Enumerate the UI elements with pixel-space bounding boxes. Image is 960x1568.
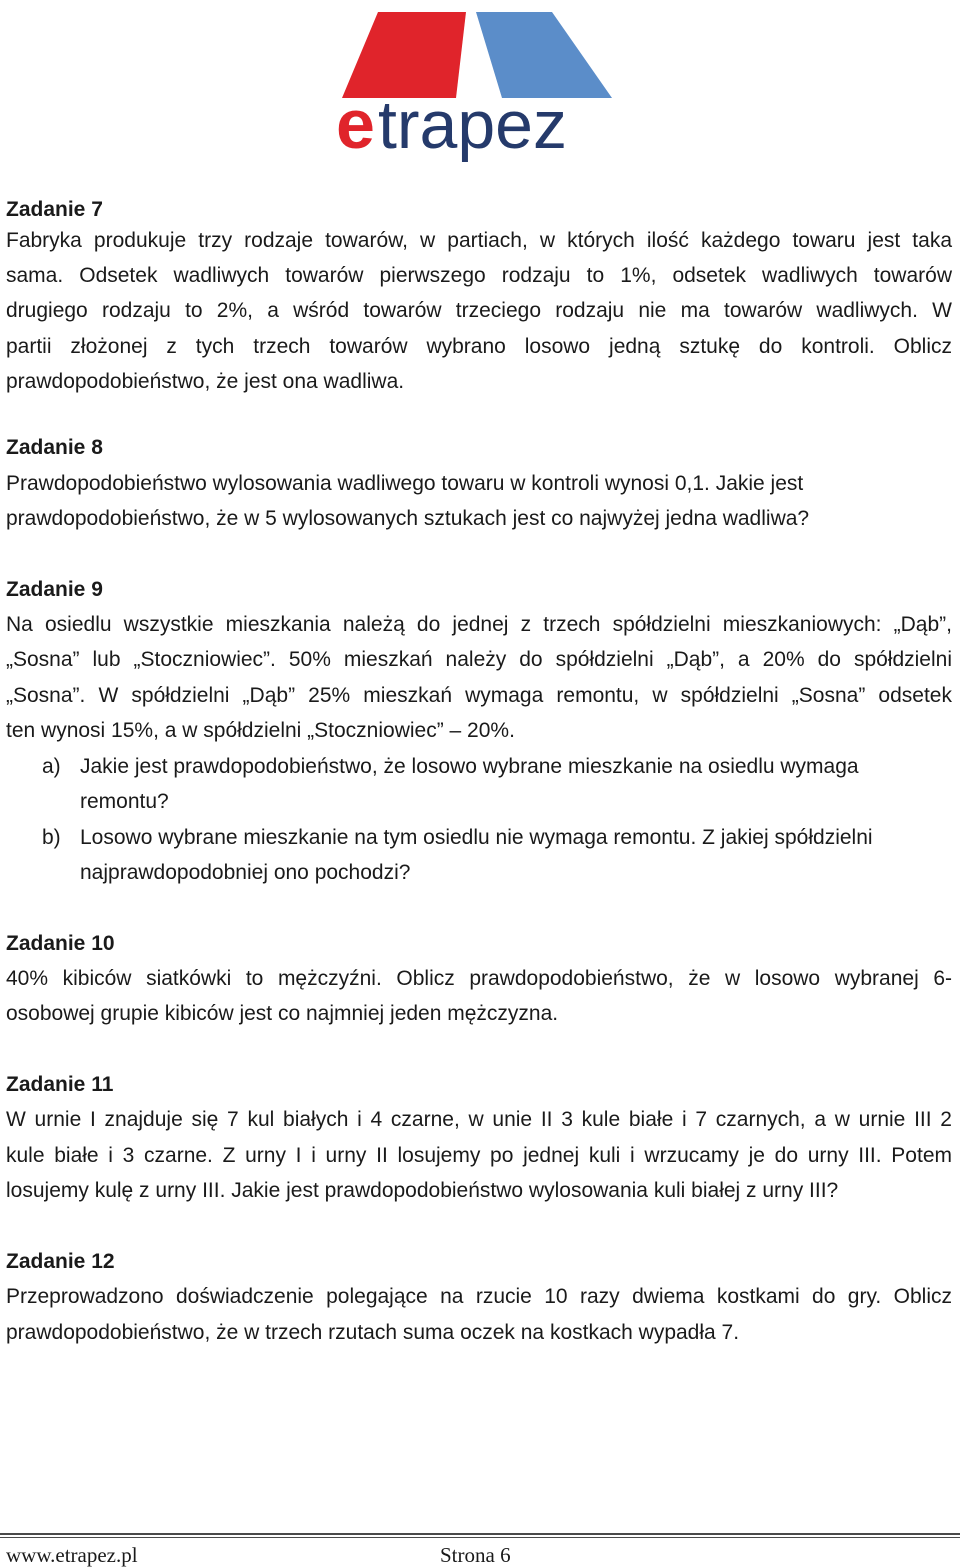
task-11-line-3: losujemy kulę z urny III. Jakie jest prawdopodobieństwo wylosowania kuli białej z urny III?: [6, 1179, 839, 1202]
task-9-item-a-marker: a): [42, 755, 61, 778]
task-9-line-4: ten wynosi 15%, a w spółdzielni „Stoczniowiec” – 20%.: [6, 719, 515, 742]
task-11-line-2: kule białe i 3 czarne. Z urny I i urny II losujemy po jednej kuli i wrzucamy je do urny III. Potem: [6, 1144, 952, 1167]
task-11-title: Zadanie 11: [6, 1073, 114, 1096]
footer-page-number: Strona 6: [440, 1543, 511, 1567]
task-7-title: Zadanie 7: [6, 198, 103, 221]
task-10-line-1: 40% kibiców siatkówki to mężczyźni. Oblicz prawdopodobieństwo, że w losowo wybranej 6-: [6, 967, 952, 990]
task-7-line-2: sama. Odsetek wadliwych towarów pierwszego rodzaju to 1%, odsetek wadliwych towarów: [6, 264, 952, 287]
task-9-item-b-line-2: najprawdopodobniej ono pochodzi?: [80, 861, 411, 884]
etrapez-logo: [334, 6, 630, 162]
footer-website: www.etrapez.pl: [6, 1543, 138, 1567]
task-12-line-2: prawdopodobieństwo, że w trzech rzutach suma oczek na kostkach wypadła 7.: [6, 1321, 740, 1344]
task-7-line-1: Fabryka produkuje trzy rodzaje towarów, w partiach, w których ilość każdego towaru jest taka: [6, 229, 952, 252]
task-8-title: Zadanie 8: [6, 436, 103, 459]
task-7-line-4: partii złożonej z tych trzech towarów wybrano losowo jedną sztukę do kontroli. Oblicz: [6, 335, 952, 358]
task-9-line-1: Na osiedlu wszystkie mieszkania należą do jednej z trzech spółdzielni mieszkaniowych: „Dąb”,: [6, 613, 952, 636]
task-9-item-a-line-2: remontu?: [80, 790, 169, 813]
logo-wordmark: trapez: [378, 87, 567, 162]
task-9-item-b-line-1: Losowo wybrane mieszkanie na tym osiedlu nie wymaga remontu. Z jakiej spółdzielni: [80, 826, 873, 849]
task-9-item-b-marker: b): [42, 826, 61, 849]
task-9-item-a-line-1: Jakie jest prawdopodobieństwo, że losowo wybrane mieszkanie na osiedlu wymaga: [80, 755, 859, 778]
task-12-line-1: Przeprowadzono doświadczenie polegające na rzucie 10 razy dwiema kostkami do gry. Oblicz: [6, 1285, 952, 1308]
footer-rule-thin: [0, 1537, 960, 1538]
task-7-line-5: prawdopodobieństwo, że jest ona wadliwa.: [6, 370, 405, 393]
logo-blue-trapezoid: [476, 12, 612, 98]
task-11-line-1: W urnie I znajduje się 7 kul białych i 4 czarne, w unie II 3 kule białe i 7 czarnych, a w urnie III 2: [6, 1108, 952, 1131]
task-8-line-1: Prawdopodobieństwo wylosowania wadliwego towaru w kontroli wynosi 0,1. Jakie jest: [6, 472, 804, 495]
task-9-title: Zadanie 9: [6, 578, 103, 601]
task-9-line-3: „Sosna”. W spółdzielni „Dąb” 25% mieszkań wymaga remontu, w spółdzielni „Sosna” odsetek: [6, 684, 952, 707]
task-9-line-2: „Sosna” lub „Stoczniowiec”. 50% mieszkań należy do spółdzielni „Dąb”, a 20% do spółdzielni: [6, 648, 952, 671]
task-8-line-2: prawdopodobieństwo, że w 5 wylosowanych sztukach jest co najwyżej jedna wadliwa?: [6, 507, 810, 530]
task-12-title: Zadanie 12: [6, 1250, 115, 1273]
logo-letter-e: e: [336, 85, 375, 162]
footer-rule-thick: [0, 1533, 960, 1535]
task-10-title: Zadanie 10: [6, 932, 115, 955]
task-10-line-2: osobowej grupie kibiców jest co najmniej jeden mężczyzna.: [6, 1002, 559, 1025]
task-7-line-3: drugiego rodzaju to 2%, a wśród towarów trzeciego rodzaju nie ma towarów wadliwych. W: [6, 299, 952, 322]
